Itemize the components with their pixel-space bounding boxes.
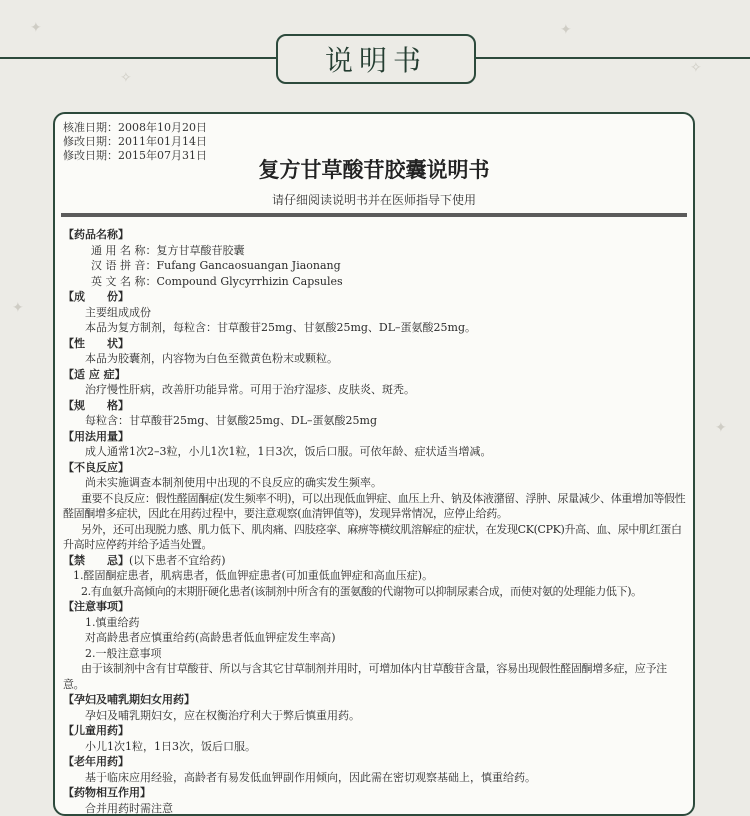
instruction-leaflet — [53, 112, 695, 816]
character-text: 本品为胶囊剂，内容物为白色至微黄色粉末或颗粒。 — [63, 351, 687, 367]
caution-text: 对高龄患者应慎重给药(高龄患者低血钾症发生率高) — [63, 630, 687, 646]
section-header-dosage: 【用法用量】 — [63, 429, 687, 445]
revision-date: 修改日期：2015年07月31日 — [63, 149, 207, 163]
spec-text: 每粒含：甘草酸苷25mg、甘氨酸25mg、DL–蛋氨酸25mg — [63, 413, 687, 429]
section-header-children: 【儿童用药】 — [63, 723, 687, 739]
caution-text: 由于该制剂中含有甘草酸苷、所以与含其它甘草制剂并用时，可增加体内甘草酸苷含量，容易出现假性醛固酮增多症，应予注意。 — [63, 661, 687, 692]
composition-text: 主要组成成份 — [63, 305, 687, 321]
decorative-speck: ✦ — [560, 22, 572, 38]
caution-text: 2.一般注意事项 — [63, 646, 687, 662]
composition-text: 本品为复方制剂，每粒含：甘草酸苷25mg、甘氨酸25mg、DL–蛋氨酸25mg。 — [63, 320, 687, 336]
approval-date: 核准日期：2008年10月20日 — [63, 121, 207, 135]
adverse-text: 另外，还可出现脱力感、肌力低下、肌肉痛、四肢痉挛、麻痹等横纹肌溶解症的症状，在发现CK(CPK)升高、血、尿中肌红蛋白升高时应停药并给予适当处置。 — [63, 522, 687, 553]
contraindication-text: 1.醛固酮症患者，肌病患者，低血钾症患者(可加重低血钾症和高血压症)。 — [63, 568, 687, 584]
elderly-text: 基于临床应用经验，高龄者有易发低血钾副作用倾向，因此需在密切观察基础上，慎重给药。 — [63, 770, 687, 786]
banner-right-line — [472, 57, 750, 59]
generic-name: 通 用 名 称：复方甘草酸苷胶囊 — [63, 243, 687, 259]
revision-date: 修改日期：2011年01月14日 — [63, 135, 207, 149]
section-header-indication: 【适 应 症】 — [63, 367, 687, 383]
decorative-speck: ✦ — [12, 300, 24, 316]
section-header-interaction: 【药物相互作用】 — [63, 785, 687, 801]
decorative-speck: ✧ — [690, 60, 702, 76]
caution-text: 1.慎重给药 — [63, 615, 687, 631]
adverse-text: 重要不良反应：假性醛固酮症(发生频率不明)，可以出现低血钾症、血压上升、钠及体液潴留、浮肿、尿量减少、体重增加等假性醛固酮增多症状，因此在用药过程中，要注意观察(血清钾值等)，发现异常情况，应停止给药。 — [63, 491, 687, 522]
section-header-elderly: 【老年用药】 — [63, 754, 687, 770]
decorative-speck: ✧ — [120, 70, 132, 86]
section-header-character: 【性 状】 — [63, 336, 687, 352]
dosage-text: 成人通常1次2–3粒，小儿1次1粒，1日3次，饭后口服。可依年龄、症状适当增减。 — [63, 444, 687, 460]
adverse-text: 尚未实施调查本制剂使用中出现的不良反应的确实发生频率。 — [63, 475, 687, 491]
contraindication-text: 2.有血氨升高倾向的末期肝硬化患者(该制剂中所含有的蛋氨酸的代谢物可以抑制尿素合成，而使对氨的处理能力低下)。 — [63, 584, 687, 600]
section-banner — [276, 34, 476, 84]
section-header-pregnancy: 【孕妇及哺乳期妇女用药】 — [63, 692, 687, 708]
interaction-text: 合并用药时需注意 — [63, 801, 687, 816]
document-title: 复方甘草酸苷胶囊说明书 — [55, 154, 693, 184]
section-header-composition: 【成 份】 — [63, 289, 687, 305]
header-divider — [61, 213, 687, 217]
pregnancy-text: 孕妇及哺乳期妇女，应在权衡治疗利大于弊后慎重用药。 — [63, 708, 687, 724]
leaflet-body — [63, 227, 687, 816]
contraindication-note: (以下患者不宜给药) — [129, 554, 226, 567]
banner-title: 说明书 — [325, 39, 427, 79]
indication-text: 治疗慢性肝病，改善肝功能异常。可用于治疗湿疹、皮肤炎、斑秃。 — [63, 382, 687, 398]
section-header-caution: 【注意事项】 — [63, 599, 687, 615]
section-header-name: 【药品名称】 — [63, 227, 687, 243]
section-header-adverse: 【不良反应】 — [63, 460, 687, 476]
children-text: 小儿1次1粒，1日3次，饭后口服。 — [63, 739, 687, 755]
section-header-contraindication: 【禁 忌】 — [63, 554, 129, 567]
decorative-speck: ✦ — [30, 20, 42, 36]
section-header-spec: 【规 格】 — [63, 398, 687, 414]
usage-advice: 请仔细阅读说明书并在医师指导下使用 — [55, 191, 693, 208]
english-name: 英 文 名 称：Compound Glycyrrhizin Capsules — [63, 274, 687, 290]
banner-left-line — [0, 57, 276, 59]
pinyin-name: 汉 语 拼 音：Fufang Gancaosuangan Jiaonang — [63, 258, 687, 274]
decorative-speck: ✦ — [715, 420, 727, 436]
